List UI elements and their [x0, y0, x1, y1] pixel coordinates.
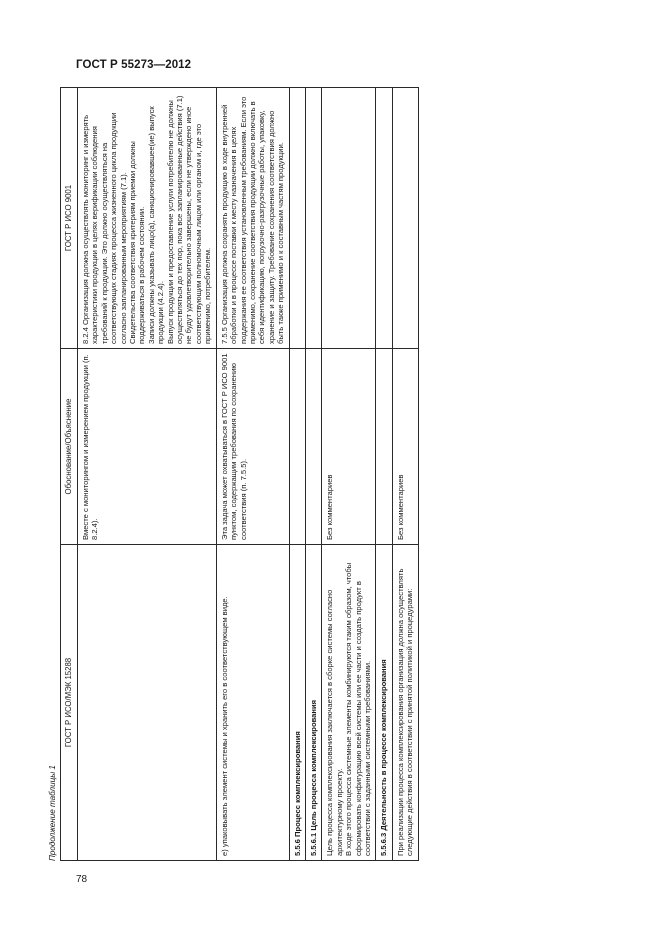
- subsection-heading-5-5-6-1: 5.5.6.1 Цель процесса комплексирования: [305, 545, 321, 861]
- section-empty-cell: [289, 349, 305, 545]
- section-empty-cell: [289, 88, 305, 349]
- row1-justification-cell: Вместе с мониторингом и измерением продукции (п. 8.2.4).: [78, 349, 217, 545]
- no-comments-cell: Без комментариев: [392, 349, 418, 545]
- no-comments-cell: Без комментариев: [322, 349, 376, 545]
- table-row: [392, 88, 418, 861]
- document-title: ГОСТ Р 55273—2012: [76, 59, 192, 71]
- column-header-iso-15288: ГОСТ Р ИСО/МЭК 15288: [61, 545, 78, 861]
- subsection-empty-cell: [305, 88, 321, 349]
- release-records-text: Записи должны указывать лицо(а), санкционировавшее(ие) выпуск продукции (4.2.4).: [146, 106, 166, 344]
- integration-purpose-text: Цель процесса комплексирования заключается в сборке системы согласно архитектурному проекту.: [325, 589, 344, 856]
- table-continuation-caption: Продолжение таблицы 1: [48, 765, 57, 861]
- product-release-text: Выпуск продукции и предоставление услуги потребителю не должны осуществляться до тех пор, пока все запланированные действия (7.1) не будут удовлетворительно завершены, если не утверждено иное соответствующим полномочным лицом или органом и, где это применимо, потребителем.: [165, 95, 213, 344]
- section-row-5-5-6: [289, 88, 305, 861]
- row2-iso-15288-cell: е) упаковывать элемент системы и хранить его в соответствующем виде.: [216, 545, 289, 861]
- subsection-row-5-5-6-3: [376, 88, 392, 861]
- integration-activity-cell: При реализации процесса комплексирования организация должна осуществлять следующие действия в соответствии с принятой политикой и процедурами:: [392, 545, 418, 861]
- empty-iso-9001-cell: [392, 88, 418, 349]
- subsection-row-5-5-6-1: [305, 88, 321, 861]
- subsection-empty-cell: [305, 349, 321, 545]
- row1-iso-15288-cell: [78, 545, 217, 861]
- table-row: [216, 88, 289, 861]
- integration-elements-text: В ходе этого процесса системные элементы комбинируются таким образом, чтобы сформировать конфигурацию всей системы или ее части и создать продукт в соответствии с заданными системными требованиями.: [344, 562, 372, 856]
- empty-iso-9001-cell: [322, 88, 376, 349]
- clause-8-2-4-text: 8.2.4 Организация должна осуществлять мониторинг и измерять характеристики продукции в целях верификации соблюдения требований к продукции. Это должно осуществляться на соответствующих стадиях процесса жизненного цикла продукции согласно запланированным мероприятиям (7.1).: [81, 112, 128, 344]
- table-row: [78, 88, 217, 861]
- column-header-iso-9001: ГОСТ Р ИСО 9001: [61, 88, 78, 349]
- row1-iso-9001-cell: [78, 88, 217, 349]
- table-row: [322, 88, 376, 861]
- section-heading-5-5-6: 5.5.6 Процесс комплексирования: [289, 545, 305, 861]
- row2-justification-cell: Эта задача может охватываться в ГОСТ Р ИСО 9001 пунктом, содержащим требования по сохранению соответствия (п. 7.5.5).: [216, 349, 289, 545]
- page-number: 78: [76, 874, 88, 885]
- table-header-row: [61, 88, 78, 861]
- column-header-justification: Обоснование/Объяснение: [61, 349, 78, 545]
- integration-purpose-cell: [322, 545, 376, 861]
- subsection-empty-cell: [376, 349, 392, 545]
- row2-iso-9001-cell: 7.5.5 Организация должна сохранять продукцию в ходе внутренней обработки и в процессе поставки к месту назначения в целях поддержания ее соответствия установленным требованиям. Если это применимо, сохранение соответствия продукции должно включать в себя идентификацию, погрузочно-разгрузочные работы, упаковку, хранение и защиту. Требование сохранения соответствия должно быть также применимо и к составным частям продукции.: [216, 88, 289, 349]
- subsection-empty-cell: [376, 88, 392, 349]
- acceptance-evidence-text: Свидетельства соответствия критериям приемки должны поддерживаться в рабочем состоянии.: [128, 141, 147, 344]
- standards-comparison-table: [60, 87, 419, 861]
- subsection-heading-5-5-6-3: 5.5.6.3 Деятельность в процессе комплексирования: [376, 545, 392, 861]
- rotated-table-page: [46, 88, 579, 861]
